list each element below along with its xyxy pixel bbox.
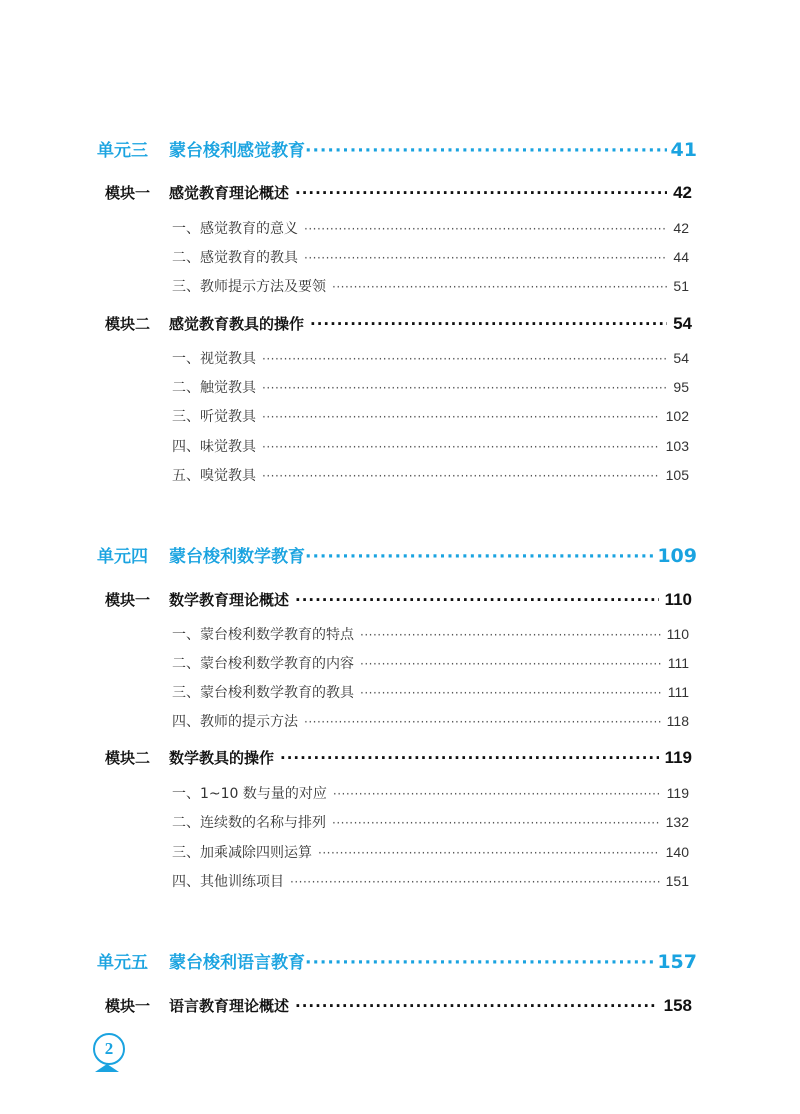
leader-dots	[295, 591, 659, 609]
item-page: 54	[673, 350, 689, 366]
item-title: 三、教师提示方法及要领	[172, 279, 326, 295]
module-title: 语言教育理论概述	[169, 997, 290, 1015]
item-page: 103	[665, 438, 689, 454]
unit-page: 109	[657, 545, 697, 567]
item-page: 111	[667, 684, 689, 700]
item-title: 一、1~10 数与量的对应	[172, 786, 327, 802]
leader-dots	[305, 547, 653, 567]
item-page: 132	[665, 814, 689, 830]
item-page: 140	[665, 844, 689, 860]
leader-dots	[333, 787, 661, 801]
leader-dots	[310, 315, 667, 333]
unit-heading[interactable]	[97, 948, 697, 973]
module-page: 110	[664, 590, 692, 609]
module-page: 158	[663, 996, 692, 1015]
leader-dots	[318, 846, 660, 860]
module-heading[interactable]	[105, 747, 692, 768]
leader-dots	[295, 184, 667, 202]
page-marker-arrow-icon	[95, 1064, 119, 1072]
toc-item[interactable]	[172, 247, 689, 267]
toc-item[interactable]	[172, 465, 689, 485]
item-page: 105	[665, 467, 689, 483]
item-title: 二、蒙台梭利数学教育的内容	[172, 656, 354, 672]
item-page: 42	[673, 220, 689, 236]
item-page: 110	[666, 626, 689, 642]
toc-item[interactable]	[172, 871, 689, 891]
module-label: 模块二	[105, 749, 151, 767]
toc-item[interactable]	[172, 653, 689, 673]
item-page: 44	[673, 249, 689, 265]
toc-item[interactable]	[172, 436, 689, 456]
leader-dots	[332, 816, 660, 830]
unit-heading[interactable]	[97, 136, 697, 161]
item-title: 一、感觉教育的意义	[172, 221, 298, 237]
item-title: 二、触觉教具	[172, 380, 256, 396]
item-title: 二、连续数的名称与排列	[172, 815, 326, 831]
module-page: 54	[673, 314, 692, 333]
item-title: 二、感觉教育的教具	[172, 250, 298, 266]
item-title: 三、蒙台梭利数学教育的教具	[172, 685, 354, 701]
leader-dots	[304, 251, 667, 265]
leader-dots	[305, 141, 667, 161]
item-page: 119	[666, 785, 689, 801]
item-page: 51	[673, 278, 689, 294]
toc-item[interactable]	[172, 842, 689, 862]
toc-item[interactable]	[172, 812, 689, 832]
item-title: 一、蒙台梭利数学教育的特点	[172, 627, 354, 643]
toc-item[interactable]	[172, 276, 689, 296]
module-label: 模块一	[105, 184, 151, 202]
unit-label: 单元三	[97, 141, 148, 161]
module-page: 119	[664, 748, 692, 767]
module-heading[interactable]	[105, 313, 692, 334]
module-title: 数学教具的操作	[169, 749, 275, 767]
unit-title: 蒙台梭利数学教育	[169, 547, 305, 567]
module-heading[interactable]	[105, 995, 692, 1016]
leader-dots	[360, 657, 662, 671]
leader-dots	[262, 381, 667, 395]
leader-dots	[304, 715, 661, 729]
module-heading[interactable]	[105, 589, 692, 610]
toc-item[interactable]	[172, 711, 689, 731]
module-title: 数学教育理论概述	[169, 591, 290, 609]
unit-label: 单元五	[97, 953, 148, 973]
item-page: 95	[673, 379, 689, 395]
item-title: 三、听觉教具	[172, 409, 256, 425]
unit-page: 157	[657, 951, 697, 973]
toc-item[interactable]	[172, 348, 689, 368]
item-title: 四、其他训练项目	[172, 874, 284, 890]
item-title: 一、视觉教具	[172, 351, 256, 367]
toc-item[interactable]	[172, 377, 689, 397]
module-title: 感觉教育教具的操作	[169, 315, 305, 333]
item-page: 151	[665, 873, 689, 889]
module-title: 感觉教育理论概述	[169, 184, 290, 202]
leader-dots	[360, 686, 662, 700]
item-page: 111	[667, 655, 689, 671]
toc-item[interactable]	[172, 682, 689, 702]
leader-dots	[262, 410, 660, 424]
item-page: 118	[666, 713, 689, 729]
toc-item[interactable]	[172, 218, 689, 238]
leader-dots	[290, 875, 660, 889]
toc-item[interactable]	[172, 624, 689, 644]
item-title: 四、味觉教具	[172, 439, 256, 455]
unit-label: 单元四	[97, 547, 148, 567]
toc-item[interactable]	[172, 406, 689, 426]
leader-dots	[305, 953, 653, 973]
page-number: 2	[104, 1039, 114, 1058]
unit-title: 蒙台梭利语言教育	[169, 953, 305, 973]
module-heading[interactable]	[105, 182, 692, 203]
page-number-badge	[93, 1033, 125, 1065]
module-page: 42	[673, 183, 692, 202]
toc-item[interactable]	[172, 783, 689, 803]
leader-dots	[304, 222, 667, 236]
item-title: 五、嗅觉教具	[172, 468, 256, 484]
module-label: 模块一	[105, 591, 151, 609]
leader-dots	[332, 280, 667, 294]
item-page: 102	[665, 408, 689, 424]
item-title: 四、教师的提示方法	[172, 714, 298, 730]
leader-dots	[280, 749, 659, 767]
item-title: 三、加乘减除四则运算	[172, 845, 312, 861]
leader-dots	[262, 469, 660, 483]
module-label: 模块二	[105, 315, 151, 333]
module-label: 模块一	[105, 997, 151, 1015]
leader-dots	[360, 628, 661, 642]
leader-dots	[262, 440, 660, 454]
unit-heading[interactable]	[97, 542, 697, 567]
unit-page: 41	[670, 139, 697, 161]
unit-title: 蒙台梭利感觉教育	[169, 141, 305, 161]
leader-dots	[295, 997, 658, 1015]
leader-dots	[262, 352, 667, 366]
